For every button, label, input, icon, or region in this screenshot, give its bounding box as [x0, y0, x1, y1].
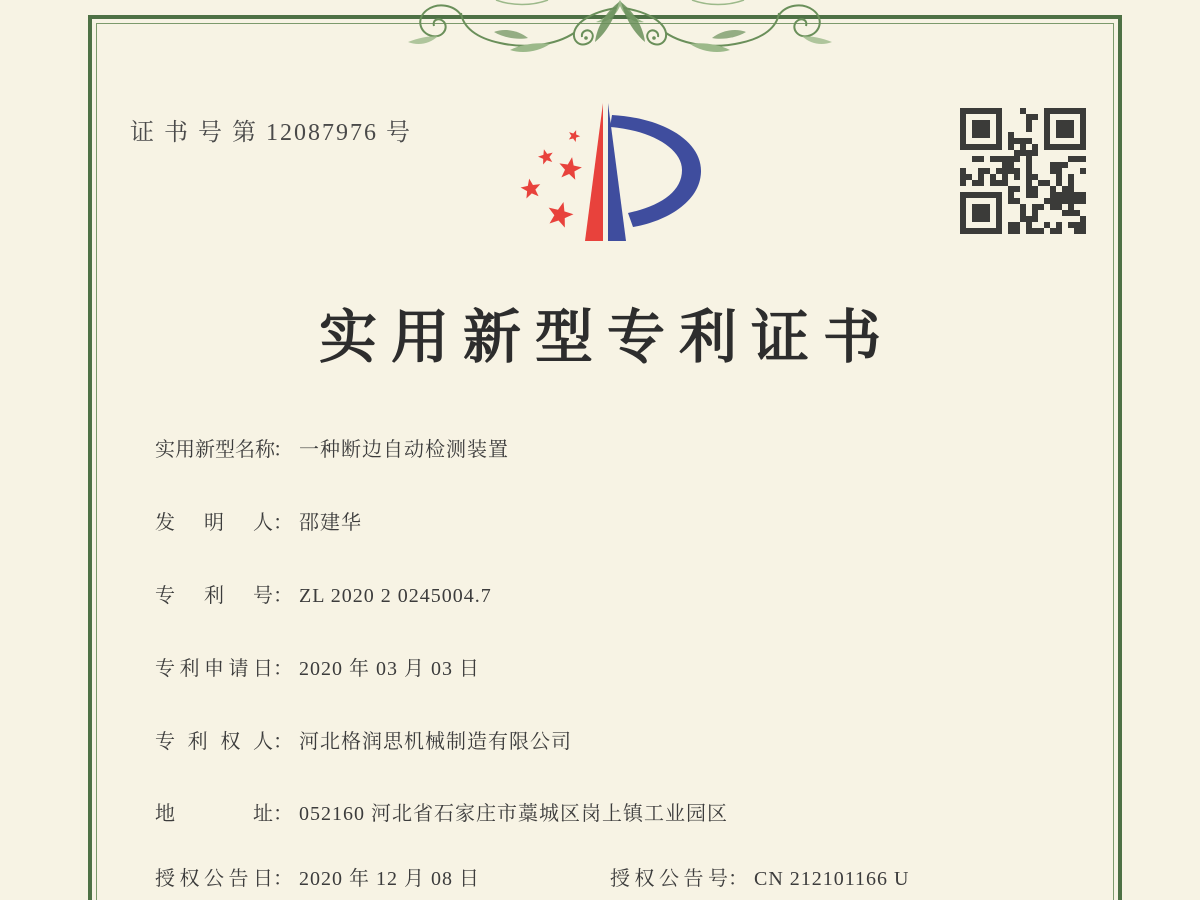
field-label: 发明人: [155, 512, 273, 534]
field-label: 地址: [155, 803, 273, 825]
field-value: 一种断边自动检测装置: [299, 439, 509, 461]
field-grant-row: [155, 866, 910, 892]
field-colon: ：: [273, 512, 293, 534]
field-colon: ：: [273, 803, 293, 825]
field-grant-number: [610, 866, 909, 892]
certificate-number: 证 书 号 第 12087976 号: [130, 120, 412, 146]
field-grant-date: [155, 868, 480, 890]
field-colon: ：: [273, 868, 293, 890]
field-value: 2020 年 12 月 08 日: [299, 868, 480, 890]
floral-scroll-ornament-icon: [408, 0, 832, 56]
field-patentee: [155, 729, 572, 755]
field-value: ZL 2020 2 0245004.7: [299, 585, 492, 607]
field-colon: ：: [273, 439, 293, 461]
field-inventor: [155, 510, 362, 536]
field-colon: ：: [273, 585, 293, 607]
field-label: 实用新型名称: [155, 439, 275, 461]
field-label: 授权公告号: [610, 868, 728, 890]
field-label: 专利申请日: [155, 658, 273, 680]
field-label: 专利号: [155, 585, 273, 607]
field-utility-model-name: [155, 437, 509, 463]
field-value: CN 212101166 U: [754, 868, 910, 890]
certificate-title: 实用新型专利证书: [318, 305, 895, 370]
field-colon: ：: [273, 658, 293, 680]
field-label: 专利权人: [155, 731, 273, 753]
field-patent-number: [155, 583, 492, 609]
field-colon: ：: [728, 868, 748, 890]
field-colon: ：: [273, 731, 293, 753]
field-value: 2020 年 03 月 03 日: [299, 658, 480, 680]
cnipa-patent-logo-icon: [500, 80, 720, 260]
qr-code: [960, 108, 1086, 234]
field-value: 邵建华: [299, 512, 362, 534]
field-label: 授权公告日: [155, 868, 273, 890]
field-address: [155, 801, 728, 827]
field-value: 河北格润思机械制造有限公司: [299, 731, 572, 753]
field-filing-date: [155, 656, 480, 682]
field-value: 052160 河北省石家庄市藁城区岗上镇工业园区: [299, 803, 728, 825]
